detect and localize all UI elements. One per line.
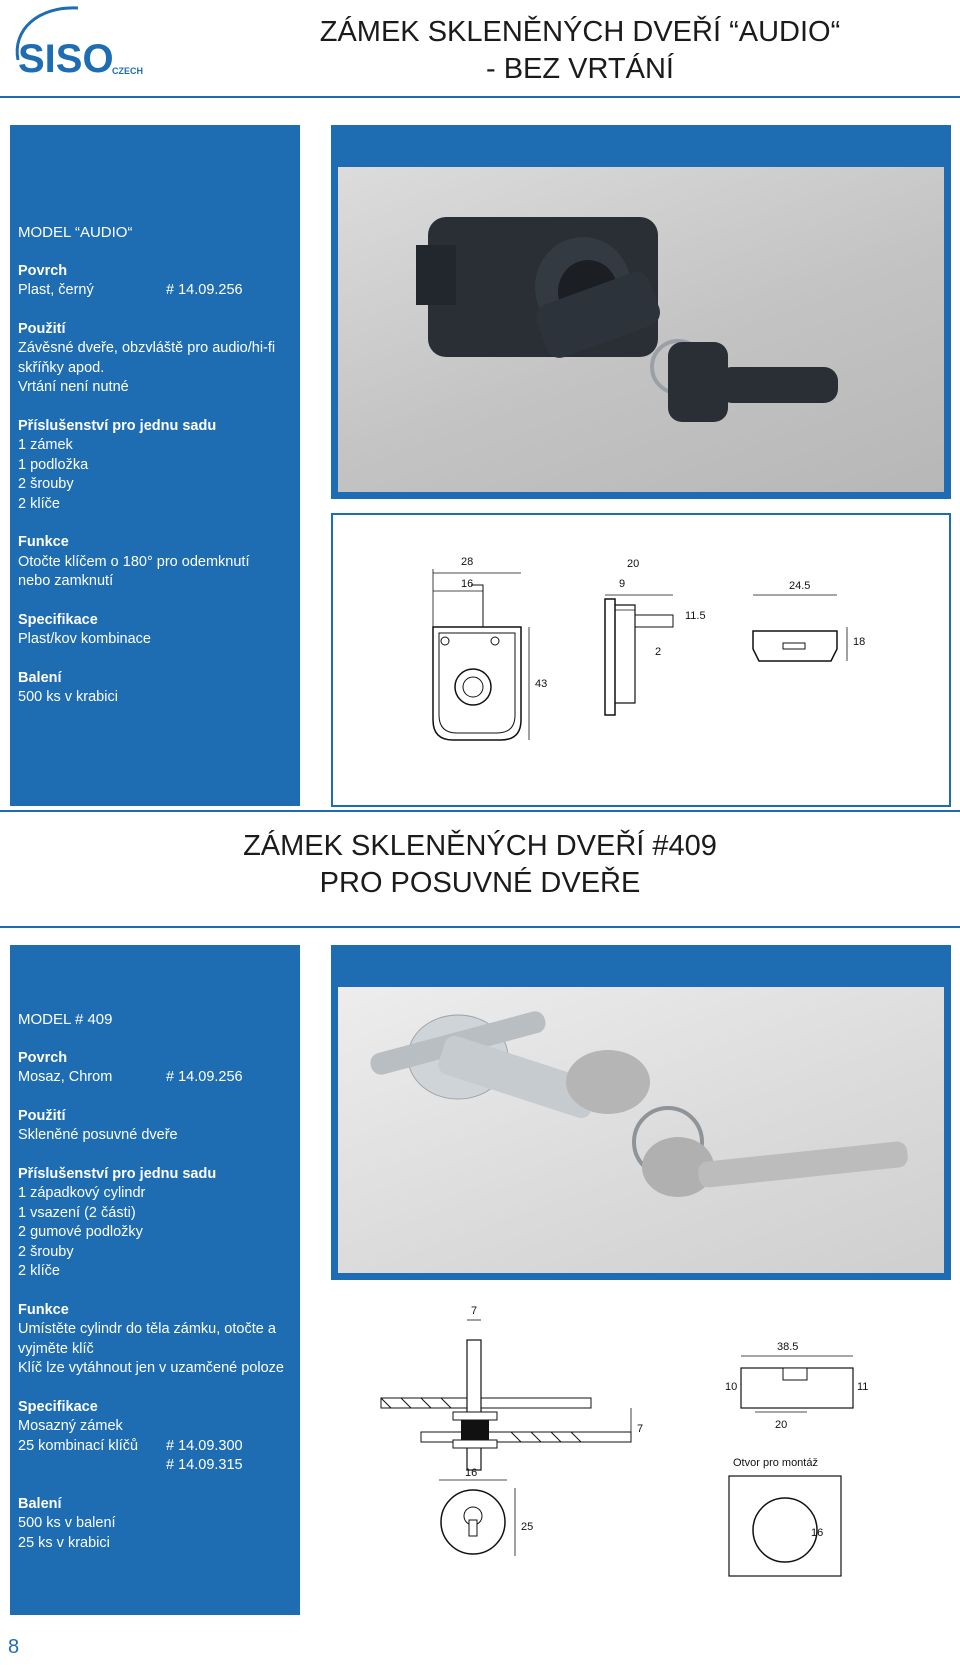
accessories-heading-409: Příslušenství pro jednu sadu: [18, 1165, 217, 1182]
accessory-item: 1 podložka: [18, 456, 89, 473]
accessory-item: 2 šrouby: [18, 476, 74, 492]
dim-25: 25: [521, 1521, 534, 1533]
surface-code-409: # 14.09.256: [166, 1069, 243, 1085]
spec-line-409: Mosazný zámek: [18, 1418, 123, 1434]
use-line: Vrtání není nutné: [18, 379, 129, 395]
dim-7-side: 7: [637, 1423, 644, 1435]
function-line-409: vyjměte klíč: [18, 1340, 94, 1357]
divider-top: [0, 96, 960, 98]
title-line-2: - BEZ VRTÁNÍ: [486, 53, 674, 85]
product-photo-audio: [338, 167, 944, 492]
dim-11-5: 11.5: [685, 610, 706, 622]
divider-middle: [0, 810, 960, 812]
dim-9: 9: [619, 578, 626, 590]
spec-code-409: # 14.09.300: [166, 1437, 243, 1454]
model-label-409: MODEL # 409: [18, 1011, 113, 1028]
surface-code: # 14.09.256: [166, 282, 243, 298]
dim-10: 10: [725, 1381, 738, 1393]
dim-11: 11: [857, 1381, 869, 1393]
dimension-drawing-409: [331, 1290, 951, 1620]
packaging-line-409: 25 ks v krabici: [18, 1534, 110, 1551]
mount-label: Otvor pro montáž: [733, 1457, 818, 1469]
accessory-item-409: 2 klíče: [18, 1263, 60, 1279]
function-line: Otočte klíčem o 180° pro odemknutí: [18, 553, 250, 570]
divider-lower: [0, 926, 960, 928]
surface-heading: Povrch: [18, 262, 68, 279]
page-title-1: [300, 14, 860, 88]
function-heading-409: Funkce: [18, 1301, 69, 1318]
function-heading: Funkce: [18, 534, 69, 550]
dim-28: 28: [461, 556, 474, 568]
surface-text: Plast, černý: [18, 282, 94, 298]
page-title-2: [220, 828, 740, 902]
dim-7-top: 7: [471, 1305, 478, 1317]
dim-24-5: 24.5: [789, 580, 811, 592]
spec-heading: Specifikace: [18, 611, 98, 628]
page-number: 8: [8, 1636, 20, 1658]
dim-20: 20: [627, 558, 640, 570]
accessory-item-409: 2 šrouby: [18, 1243, 74, 1260]
accessory-item-409: 2 gumové podložky: [18, 1224, 143, 1240]
function-line-409: Klíč lze vytáhnout jen v uzamčené poloze: [18, 1360, 284, 1376]
spec-panel-audio: [10, 125, 300, 806]
function-line-409: Umístěte cylindr do těla zámku, otočte a: [18, 1321, 276, 1337]
accessory-item-409: 1 západkový cylindr: [18, 1185, 146, 1201]
dim-18: 18: [853, 636, 866, 648]
title-line-1: ZÁMEK SKLENĚNÝCH DVEŘÍ “AUDIO“: [319, 16, 841, 48]
packaging-heading: Balení: [18, 669, 62, 686]
dim-16: 16: [465, 1467, 478, 1479]
diagram-box-audio: [331, 513, 951, 807]
dimension-drawing-audio: [333, 515, 949, 805]
spec-panel-409: [10, 945, 300, 1615]
use-heading: Použití: [18, 320, 66, 337]
dim-16-mount: 16: [811, 1527, 824, 1539]
function-line: nebo zamknutí: [18, 573, 114, 589]
dim-20: 20: [775, 1419, 788, 1431]
spec-text: Plast/kov kombinace: [18, 631, 151, 647]
photo-frame-409: [331, 945, 951, 1280]
logo-brand: SISO: [18, 37, 114, 81]
accessory-item: 2 klíče: [18, 495, 60, 512]
model-label: MODEL “AUDIO“: [18, 224, 133, 241]
dim-2: 2: [655, 646, 662, 658]
photo-frame-audio: [331, 125, 951, 499]
dim-43: 43: [535, 678, 548, 690]
siso-logo: [8, 0, 148, 90]
logo-sub: CZECH: [112, 66, 143, 76]
surface-text-409: Mosaz, Chrom: [18, 1069, 113, 1085]
title2-line-1: ZÁMEK SKLENĚNÝCH DVEŘÍ #409: [243, 830, 717, 862]
use-line: Závěsné dveře, obzvláště pro audio/hi-fi: [18, 340, 276, 356]
accessories-heading: Příslušenství pro jednu sadu: [18, 417, 217, 434]
dim-16: 16: [461, 578, 474, 590]
packaging-line-409: 500 ks v balení: [18, 1515, 116, 1531]
surface-heading-409: Povrch: [18, 1049, 68, 1066]
spec-heading-409: Specifikace: [18, 1398, 98, 1415]
product-photo-409: [338, 987, 944, 1273]
dim-38-5: 38.5: [777, 1341, 799, 1353]
spec-line-409: 25 kombinací klíčů: [18, 1437, 139, 1454]
packaging-heading-409: Balení: [18, 1495, 62, 1512]
spec-code-409: # 14.09.315: [166, 1457, 243, 1473]
use-heading-409: Použití: [18, 1107, 66, 1124]
use-line-409: Skleněné posuvné dveře: [18, 1127, 178, 1143]
accessory-item: 1 zámek: [18, 437, 73, 453]
use-line: skříňky apod.: [18, 359, 105, 376]
title2-line-2: PRO POSUVNÉ DVEŘE: [319, 867, 641, 899]
packaging-text: 500 ks v krabici: [18, 689, 118, 705]
accessory-item-409: 1 vsazení (2 části): [18, 1204, 136, 1221]
